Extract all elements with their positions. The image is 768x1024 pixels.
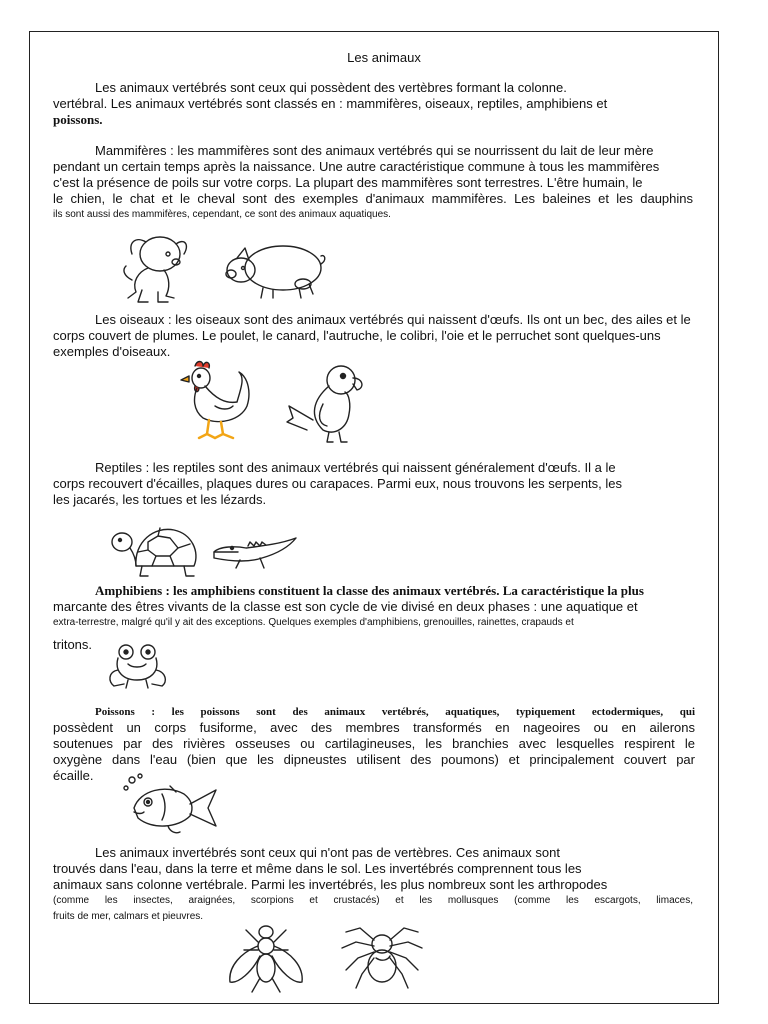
fish-line: Poissons : les poissons sont des animaux vertébrés, aquatiques, typiquement ectodermiques, qui — [95, 706, 695, 718]
fish-line: écaille. — [53, 768, 94, 783]
reptiles-line: Reptiles : les reptiles sont des animaux vertébrés qui naissent généralement d'œufs. Il a le — [95, 460, 616, 475]
spider-illustration — [336, 918, 426, 994]
mammals-line: c'est la présence de poils sur votre corps. La plupart des mammifères sont terrestres. L'être humain, le — [53, 175, 643, 190]
amphibians-line: marcante des êtres vivants de la classe est son cycle de vie divisé en deux phases : une aquatique et — [53, 599, 638, 614]
fish-line: soutenues par des rivières osseuses ou cartilagineuses, les branchies avec lesquelles respirent le — [53, 736, 695, 751]
birds-line: exemples d'oiseaux. — [53, 344, 171, 359]
alligator-illustration — [210, 532, 300, 572]
birds-paragraph — [53, 312, 691, 360]
invertebrates-line: trouvés dans l'eau, dans la terre et même dans le sol. Les invertébrés comprennent tous les — [53, 861, 582, 876]
intro-line: poissons. — [53, 112, 103, 127]
invertebrates-line: animaux sans colonne vertébrale. Parmi les invertébrés, les plus nombreux sont les arthropodes — [53, 877, 608, 892]
parrot-illustration — [283, 360, 368, 448]
dog-illustration — [118, 232, 198, 307]
mammals-line: ils sont aussi des mammifères, cependant, ce sont des animaux aquatiques. — [53, 209, 391, 220]
intro-line: Les animaux vertébrés sont ceux qui possèdent des vertèbres formant la colonne. — [95, 80, 567, 95]
intro-line: vertébral. Les animaux vertébrés sont classés en : mammifères, oiseaux, reptiles, amphibiens et — [53, 96, 608, 111]
amphibians-line: extra-terrestre, malgré qu'il y ait des exceptions. Quelques exemples d'amphibiens, grenouilles, rainettes, crapauds et — [53, 617, 574, 628]
reptiles-line: les jacarés, les tortues et les lézards. — [53, 492, 267, 507]
mammals-paragraph — [53, 143, 693, 223]
birds-line: corps couvert de plumes. Le poulet, le canard, l'autruche, le colibri, l'oie et le perruchet sont quelques-uns — [53, 328, 661, 343]
invertebrates-line: fruits de mer, calmars et pieuvres. — [53, 911, 204, 922]
page-title: Les animaux — [347, 50, 421, 65]
pig-illustration — [223, 238, 328, 300]
reptiles-paragraph — [53, 460, 622, 508]
frog-illustration — [106, 642, 172, 690]
mammals-line: pendant un certain temps après la naissance. Une autre caractéristique commune à tous les mammifères — [53, 159, 660, 174]
fish-illustration — [122, 772, 222, 838]
mammals-line: le chien, le chat et le cheval sont des exemples d'animaux mammifères. Les baleines et les dauphins — [53, 191, 693, 206]
amphibians-line: Amphibiens : les amphibiens constituent la classe des animaux vertébrés. La caractéristique la plus — [95, 583, 644, 598]
mammals-line: Mammifères : les mammifères sont des animaux vertébrés qui se nourrissent du lait de leur mère — [95, 143, 654, 158]
fly-illustration — [222, 922, 310, 994]
fish-line: possèdent un corps fusiforme, avec des membres transformés en nageoires ou en ailerons — [53, 720, 695, 735]
invertebrates-line: (comme les insectes, araignées, scorpions et crustacés) et les mollusques (comme les escargots, limaces, — [53, 895, 693, 906]
invertebrates-paragraph — [53, 845, 693, 925]
invertebrates-line: Les animaux invertébrés sont ceux qui n'ont pas de vertèbres. Ces animaux sont — [95, 845, 560, 860]
intro-paragraph — [53, 80, 607, 128]
amphibians-line: tritons. — [53, 637, 93, 652]
turtle-illustration — [108, 522, 200, 582]
birds-line: Les oiseaux : les oiseaux sont des animaux vertébrés qui naissent d'œufs. Ils ont un bec, des ailes et le — [95, 312, 691, 327]
fish-line: oxygène dans l'eau (bien que les dipneustes utilisent des poumons) et principalement couvert par — [53, 752, 695, 767]
reptiles-line: corps recouvert d'écailles, plaques dures ou carapaces. Parmi eux, nous trouvons les serpents, les — [53, 476, 622, 491]
rooster-illustration — [175, 358, 255, 450]
